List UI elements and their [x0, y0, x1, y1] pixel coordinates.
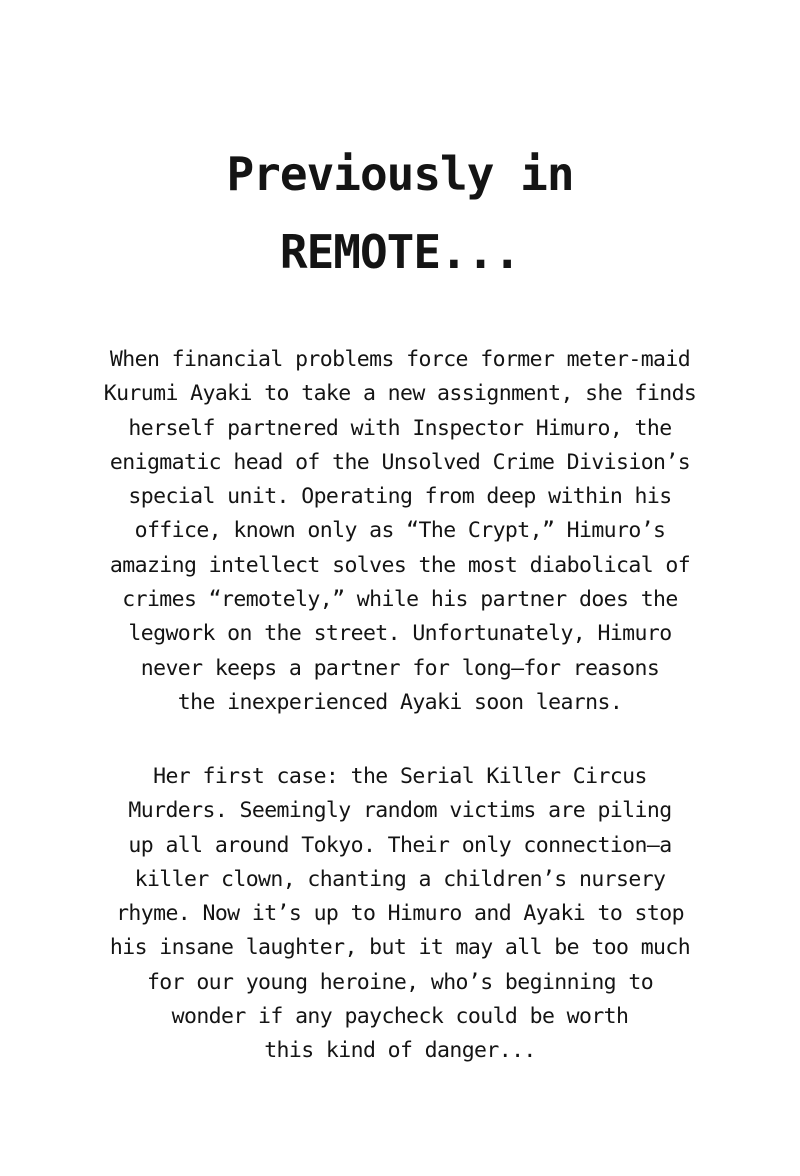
page-title [0, 135, 800, 291]
text-line: Her first case: the Serial Killer Circus [153, 764, 647, 789]
text-line: Murders. Seemingly random victims are piling [128, 798, 672, 824]
synopsis-paragraph-2 [60, 760, 740, 1069]
text-line: When financial problems force former meter-maid [109, 347, 691, 372]
text-line: special unit. Operating from deep within his [128, 484, 672, 510]
text-line: rhyme. Now it’s up to Himuro and Ayaki to stop [116, 901, 684, 927]
text-line: amazing intellect solves the most diabolical of [109, 552, 691, 578]
text-line: his insane laughter, but it may all be too much [109, 935, 691, 961]
text-line: never keeps a partner for long—for reasons [140, 655, 660, 681]
text-line: Kurumi Ayaki to take a new assignment, she finds [103, 381, 697, 407]
text-line: enigmatic head of the Unsolved Crime Division’s [109, 449, 691, 475]
text-line: crimes “remotely,” while his partner does the [122, 587, 678, 613]
title-line-2: REMOTE... [279, 225, 521, 279]
text-line: office, known only as “The Crypt,” Himuro’s [134, 518, 666, 544]
text-line: herself partnered with Inspector Himuro, the [128, 415, 672, 441]
text-line: the inexperienced Ayaki soon learns. [177, 689, 623, 715]
text-line: for our young heroine, who’s beginning to [146, 969, 654, 995]
text-line: this kind of danger... [264, 1038, 536, 1064]
text-line: killer clown, chanting a children’s nursery [134, 866, 666, 892]
synopsis-paragraph-1 [60, 343, 740, 720]
text-line: wonder if any paycheck could be worth [171, 1004, 629, 1030]
title-line-1: Previously in [226, 147, 574, 201]
text-line: up all around Tokyo. Their only connection—a [128, 832, 672, 858]
text-line: legwork on the street. Unfortunately, Himuro [128, 621, 672, 647]
